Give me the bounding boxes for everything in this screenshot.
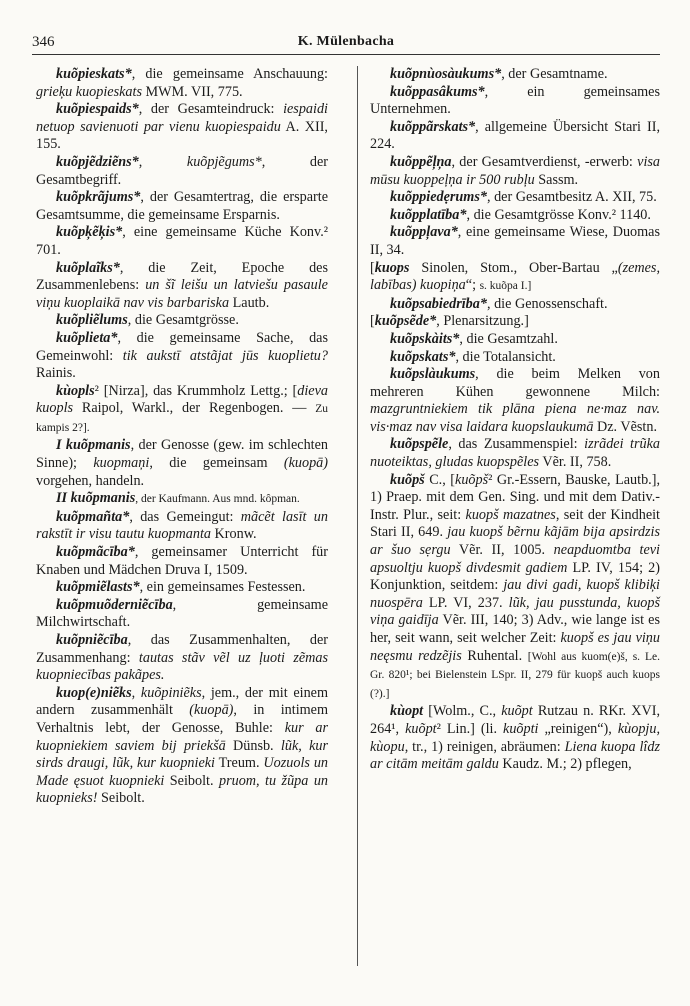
- gloss-text: , ein gemeinsames Unternehmen.: [370, 83, 660, 118]
- dictionary-entry: [370, 154, 660, 189]
- gloss-text: “;: [465, 277, 480, 294]
- dictionary-entry: [370, 366, 660, 436]
- example-text: kuõpti: [503, 720, 539, 737]
- gloss-text: ² [Nirza], das Krummholz Lettg.; [: [94, 382, 298, 399]
- dictionary-entry: [36, 490, 328, 509]
- dictionary-entry: [370, 224, 660, 259]
- headword: kuõpskats*: [390, 348, 456, 365]
- example-text: Liena kuopa lîdz ar citām meitām galdu: [370, 738, 660, 773]
- gloss-text: , jem., der mit einem andern zusammenhält: [36, 684, 328, 719]
- gloss-text: , die gemeinsame Sache, das Gemeinwohl:: [36, 329, 328, 364]
- gloss-text: [: [370, 313, 375, 330]
- dictionary-entry: [370, 313, 660, 331]
- left-column: [36, 66, 328, 808]
- gloss-text: , die Gesamtgrösse.: [127, 312, 239, 329]
- example-text: kuõpt: [405, 720, 437, 737]
- headword: kuõpiespaids*: [56, 101, 139, 118]
- source-ref: Kronw.: [210, 526, 257, 543]
- source-ref: A. XII, 155.: [36, 118, 328, 153]
- example-text: un šĩ leišu un latviešu pasaule viņu kuoplaikā nav vis barbariska: [36, 277, 328, 311]
- source-ref: Duomas II, 34.: [370, 224, 660, 258]
- headword: kuop(e)niẽks: [56, 684, 132, 701]
- example-text: (kuopā): [283, 455, 328, 472]
- headword: kuõplaĩks*: [56, 259, 120, 276]
- gloss-text: vorgehen, handeln.: [36, 472, 145, 489]
- example-text: visa mūsu kuoppeļņa ir 500 rubļu: [370, 153, 660, 188]
- gloss-text: , das Zusammenspiel:: [448, 436, 585, 453]
- small-note: , der Kaufmann. Aus mnd. kôpman.: [135, 493, 300, 506]
- dictionary-entry: [370, 349, 660, 367]
- example-text: Uozuols un Made ęsuot kuopnieki: [36, 755, 329, 789]
- headword: II kuõpmanis: [56, 490, 136, 507]
- headword: kùopt: [390, 703, 424, 720]
- example-text: lũk, kur sirds draugi, lũk, kur kuopnieki: [36, 737, 328, 772]
- headword: I kuõpmanis: [56, 437, 131, 454]
- dictionary-entry: [36, 101, 328, 154]
- gloss-text: , das Zusammenhalten, der Zusammenhang:: [36, 632, 328, 666]
- source-ref: Konv.² 701.: [36, 224, 328, 258]
- dictionary-entry: [36, 597, 328, 632]
- headword: kuõpieskats*: [56, 66, 132, 82]
- gloss-text: , eine gemeinsame Küche: [122, 224, 282, 241]
- example-text: lũk, jau pusstunda, kuopš viņa gaidīja: [370, 594, 660, 629]
- gloss-text: 3) Adv., wie lange ist es her, seit wann, seit welcher Zeit:: [370, 612, 660, 646]
- example-text: kuopš mazatnes: [465, 506, 556, 523]
- headword: kuõpslàukums: [390, 366, 476, 383]
- source-ref: C., [: [424, 471, 456, 488]
- source-ref: MWM. VII, 775.: [141, 83, 243, 100]
- gloss-text: , der Gesamtverdienst, -erwerb:: [451, 153, 638, 170]
- dictionary-entry: [370, 189, 660, 207]
- headword: kuõpsẽde*: [374, 313, 437, 330]
- gloss-text: 1) Praep. mit dem Gen. Sing. und mit dem Dativ.-Instr. Plur., seit:: [370, 489, 660, 523]
- example-text: (zemes, labības) kuopiņa: [370, 259, 660, 294]
- dictionary-entry: [36, 632, 328, 685]
- source-ref: A. XII, 75.: [592, 189, 657, 206]
- source-ref: Stari II, 224.: [370, 118, 660, 153]
- example-text: mãcẽt lasīt un rakstīt ir visu tautu kuopmanta: [36, 508, 328, 543]
- example-text: mazgruntniekiem tik plāna piena ne·maz nav. vis·maz nav visa laidara kuopslaukumā: [370, 401, 660, 435]
- dictionary-entry: [36, 66, 328, 101]
- dictionary-entry: [36, 509, 328, 544]
- source-ref: Seibolt.: [97, 790, 145, 807]
- gloss-text: , das Gemeingut:: [129, 508, 241, 525]
- example-text: kuopš es jau viņu neęsmu redzẽjis: [370, 630, 660, 664]
- source-ref: Raipol, Warkl., der Regenbogen. —: [73, 400, 316, 417]
- headword: kuõppẽļņa: [390, 153, 452, 170]
- gloss-text: , in intimem Verhaltnis lebt, der Genosse, Buhle:: [36, 702, 329, 736]
- dictionary-entry: [36, 437, 328, 490]
- headword: kuõpmañta*: [56, 508, 130, 525]
- headword: kuõpš: [390, 471, 425, 488]
- dictionary-entry: [36, 154, 328, 189]
- example-text: izrãdei trũka nuoteiktas, gludas kuopspẽles: [370, 436, 660, 471]
- source-ref: Rutzau n. RKr. XVI, 264¹,: [370, 703, 660, 737]
- example-text: (kuopā): [189, 702, 234, 719]
- example-text: tautas stãv vẽl uz ļuoti zẽmas kuopniecības pakãpes.: [36, 649, 328, 684]
- gloss-text: , die Gesamtzahl.: [459, 330, 558, 347]
- source-ref: Seibolt.: [164, 772, 219, 789]
- dictionary-entry: [370, 436, 660, 471]
- headword: kuops: [374, 259, 410, 276]
- example-text: dieva kuopls: [36, 382, 328, 417]
- dictionary-entry: [370, 296, 660, 314]
- headword: kuõpniẽcība: [56, 632, 128, 648]
- gloss-text: [: [370, 259, 375, 276]
- gloss-text: , die gemeinsame Anschauung:: [131, 66, 328, 82]
- page-header: [32, 30, 660, 55]
- gloss-text: ,: [138, 153, 187, 170]
- source-ref: Kaudz. M.;: [498, 756, 571, 773]
- right-column: [370, 66, 660, 774]
- headword: kuõpplatība*: [390, 206, 467, 223]
- source-ref: Konv.² 1140.: [574, 206, 651, 223]
- gloss-text: „reinigen“),: [538, 720, 618, 737]
- dictionary-entry: [36, 685, 328, 808]
- source-ref: LP. VI, 237.: [422, 594, 509, 611]
- column-divider: [357, 66, 358, 966]
- gloss-text: , die gemeinsam: [149, 455, 284, 472]
- gloss-text: , die beim Melken von mehreren Kühen gewonnene Milch:: [370, 366, 660, 400]
- gloss-text: , gemeinsame Milchwirtschaft.: [36, 596, 328, 631]
- example-text: jau divi gadi, kuopš klibiķi nuospēra: [370, 577, 660, 611]
- gloss-text: , der Gesamtbegriff.: [36, 153, 328, 188]
- gloss-text: , eine gemeinsame Wiese,: [457, 224, 609, 241]
- gloss-text: , gemeinsamer Unterricht für Knaben und Mädchen: [36, 544, 328, 578]
- headword: kùopls: [56, 382, 95, 399]
- gloss-text: , der Gesamtertrag, die ersparte Gesamtsumme, die gemeinsame Ersparnis.: [36, 189, 328, 223]
- dictionary-entry: [370, 84, 660, 119]
- gloss-text: , der Gesamtbesitz: [486, 189, 593, 206]
- source-ref: Druva I, 1509.: [161, 561, 248, 578]
- small-note: [Wohl aus kuom(e)š, s. Le. Gr. 820¹; bei Bielenstein LSpr. II, 279 für kuopš auch kuops (?).]: [370, 650, 660, 700]
- gloss-text: , der Gesamteindruck:: [138, 101, 284, 118]
- headword: kuõpspẽle: [390, 436, 449, 453]
- gloss-text: (li.: [480, 720, 504, 737]
- gloss-text: , allgemeine Übersicht: [475, 118, 609, 135]
- headword: kuõplieta*: [56, 329, 118, 346]
- dictionary-entry: [370, 331, 660, 349]
- gloss-text: ,: [131, 684, 141, 701]
- dictionary-entry: [36, 383, 328, 438]
- dictionary-entry: [36, 312, 328, 330]
- headword: kuõpmãcība*: [56, 544, 135, 561]
- dictionary-entry: [36, 224, 328, 259]
- source-ref: Lautb.: [229, 294, 270, 311]
- headword: kuõpjẽdziẽns*: [56, 153, 139, 170]
- source-ref: Sassm.: [534, 171, 579, 188]
- dictionary-entry: [370, 260, 660, 296]
- source-ref: Vẽr. III, 140;: [438, 612, 522, 629]
- dictionary-entry: [36, 330, 328, 383]
- source-ref: Dz. Vẽstn.: [593, 418, 658, 435]
- gloss-text: , die Zeit, Epoche des Zusammenlebens:: [36, 259, 328, 294]
- dictionary-entry: [36, 189, 328, 224]
- example-text: kur ar kuopniekiem saviem bij priekšā: [36, 719, 328, 754]
- dictionary-entry: [370, 66, 660, 84]
- source-ref: LP. IV, 154;: [567, 559, 649, 576]
- gloss-text: , die Totalansicht.: [455, 348, 556, 365]
- example-text: kùopju, kùopu: [370, 720, 661, 755]
- headword: kuõppiedẹrums*: [390, 189, 487, 206]
- headword: kuõpmuõderniẽcība: [56, 596, 173, 613]
- headword: kuõppãrskats*: [390, 118, 476, 135]
- gloss-text: 2) Konjunktion, seitdem:: [370, 559, 660, 594]
- dictionary-entry: [36, 579, 328, 597]
- headword: kuõpskàits*: [390, 330, 460, 347]
- example-text: iespaidi netuop savienuoti par vienu kuopiespaidu: [36, 101, 328, 135]
- headword: kuõpliẽlums: [56, 312, 128, 329]
- small-note: s. kuõpa I.]: [479, 280, 532, 293]
- gloss-text: , der Genosse (gew. im schlechten Sinne);: [36, 437, 328, 472]
- page-number: 346: [32, 34, 55, 50]
- dictionary-entry: [370, 703, 660, 773]
- example-text: kuõpš: [455, 471, 489, 488]
- headword: kuõppļava*: [390, 224, 458, 241]
- source-ref: Treum.: [215, 755, 264, 772]
- example-text: kuõpjẽgums*: [186, 153, 262, 170]
- source-ref: Dünsb.: [225, 737, 281, 754]
- source-ref: ² Lin.]: [436, 720, 481, 737]
- headword: kuõpķẽķis*: [56, 224, 123, 241]
- example-text: tik aukstī atstãjat jūs kuoplietu?: [122, 347, 328, 364]
- gloss-text: , die Gesamtgrösse: [466, 206, 575, 223]
- source-ref: Ruhental.: [461, 647, 528, 664]
- headword: kuõpmiẽlasts*: [56, 579, 140, 596]
- example-text: neapduomtba tevi apsuoltju kuopš divdesmit gadiem: [370, 542, 660, 576]
- source-ref: Vẽr. II, 1005.: [450, 542, 554, 559]
- gloss-text: , die Genossenschaft.: [486, 295, 608, 312]
- gloss-text: , ein gemeinsames Festessen.: [139, 579, 306, 596]
- gloss-text: 2) pflegen,: [570, 756, 632, 773]
- gloss-text: , der Gesamtname.: [501, 66, 608, 82]
- source-ref: Rainis.: [36, 365, 76, 382]
- dictionary-entry: [36, 544, 328, 579]
- source-ref: [Wolm., C.,: [423, 703, 502, 720]
- example-text: jau kuopš bẽrnu kãjām bija apsirdzis ar šuo sẹrgu: [370, 524, 660, 559]
- dictionary-entry: [370, 119, 660, 154]
- example-text: pruom, tu žũpa un kuopnieks!: [36, 772, 329, 807]
- headword: kuõpnùosàukums*: [390, 66, 502, 82]
- source-ref: Vẽr. II, 758.: [539, 454, 612, 471]
- headword: kuõppasâkums*: [390, 83, 485, 100]
- gloss-text: , tr., 1) reinigen, abräumen:: [404, 738, 565, 755]
- gloss-text: , Plenarsitzung.]: [436, 313, 529, 330]
- headword: kuõpsabiedrība*: [390, 295, 487, 312]
- example-text: kuopmaņi: [93, 455, 150, 472]
- dictionary-entry: [370, 207, 660, 225]
- running-head: K. Mülenbacha: [297, 34, 395, 49]
- gloss-text: , seit der Kindheit: [555, 506, 660, 523]
- dictionary-entry: [36, 260, 328, 313]
- source-ref: Stari II, 649.: [370, 524, 448, 541]
- dictionary-entry: [370, 472, 660, 704]
- headword: kuõpkrãjums*: [56, 189, 141, 206]
- example-text: grieķu kuopieskats: [36, 83, 142, 100]
- source-ref: Sinolen, Stom., Ober-Bartau „: [409, 259, 618, 276]
- example-text: kuõpiniẽks: [140, 684, 202, 701]
- source-ref: ² Gr.-Essern, Bauske, Lautb.],: [488, 471, 661, 488]
- small-note: Zu kampis 2?].: [36, 403, 328, 434]
- example-text: kuõpt: [501, 703, 533, 720]
